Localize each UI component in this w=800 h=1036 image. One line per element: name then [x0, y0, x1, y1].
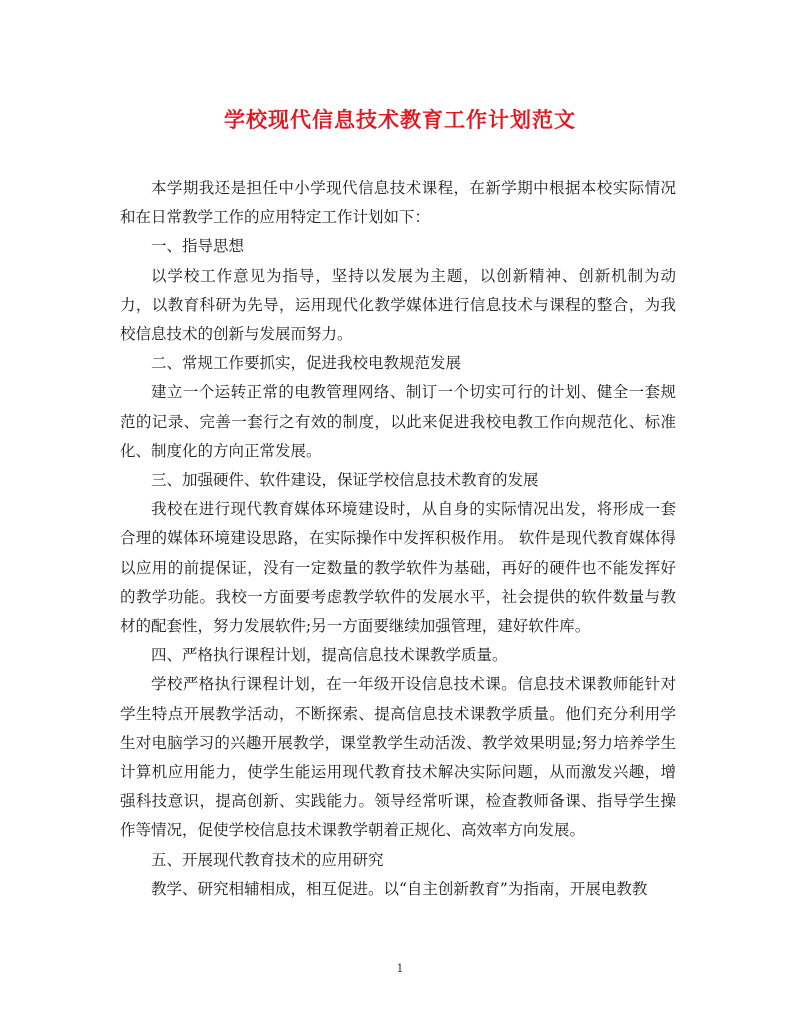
section-heading-5: 五、开展现代教育技术的应用研究 — [151, 850, 384, 869]
section-heading-2: 二、常规工作要抓实，促进我校电教规范发展 — [151, 354, 462, 373]
section-paragraph-4: 学校严格执行课程计划，在一年级开设信息技术课。信息技术课教师能针对学生特点开展教学活动，不断探索、提高信息技术课教学质量。他们充分利用学生对电脑学习的兴趣开展教学，课堂教学生动活泼、教学效果明显;努力培养学生计算机应用能力，使学生能运用现代教育技术解决实际问题，从而激发兴趣，增强科技意识，提高创新、实践能力。领导经常听课，检查教师备课、指导学生操作等情况，促使学校信息技术课教学朝着正规化、高效率方向发展。 — [120, 675, 676, 840]
section-paragraph-3: 我校在进行现代教育媒体环境建设时，从自身的实际情况出发，将形成一套合理的媒体环境建设思路，在实际操作中发挥积极作用。 软件是现代教育媒体得以应用的前提保证，没有一定数量的教学软件为基础，再好的硬件也不能发挥好的教学功能。我校一方面要考虑教学软件的发展水平，社会提供的软件数量与教材的配套性，努力发展软件;另一方面要继续加强管理，建好软件库。 — [120, 500, 676, 636]
intro-paragraph: 本学期我还是担任中小学现代信息技术课程，在新学期中根据本校实际情况和在日常教学工作的应用特定工作计划如下： — [120, 179, 676, 227]
section-heading-1: 一、指导思想 — [151, 237, 245, 256]
document-body — [120, 174, 676, 904]
page-number: 1 — [396, 962, 404, 975]
section-heading-4: 四、严格执行课程计划，提高信息技术课教学质量。 — [151, 646, 508, 665]
section-heading-3: 三、加强硬件、软件建设，保证学校信息技术教育的发展 — [151, 471, 539, 490]
document-title: 学校现代信息技术教育工作计划范文 — [224, 107, 576, 132]
section-paragraph-5: 教学、研究相辅相成，相互促进。以“自主创新教育”为指南，开展电教教 — [151, 879, 648, 898]
section-paragraph-1: 以学校工作意见为指导，坚持以发展为主题，以创新精神、创新机制为动力，以教育科研为先导，运用现代化教学媒体进行信息技术与课程的整合，为我校信息技术的创新与发展而努力。 — [120, 266, 676, 344]
section-paragraph-2: 建立一个运转正常的电教管理网络、制订一个切实可行的计划、健全一套规范的记录、完善一套行之有效的制度，以此来促进我校电教工作向规范化、标准化、制度化的方向正常发展。 — [120, 383, 676, 460]
